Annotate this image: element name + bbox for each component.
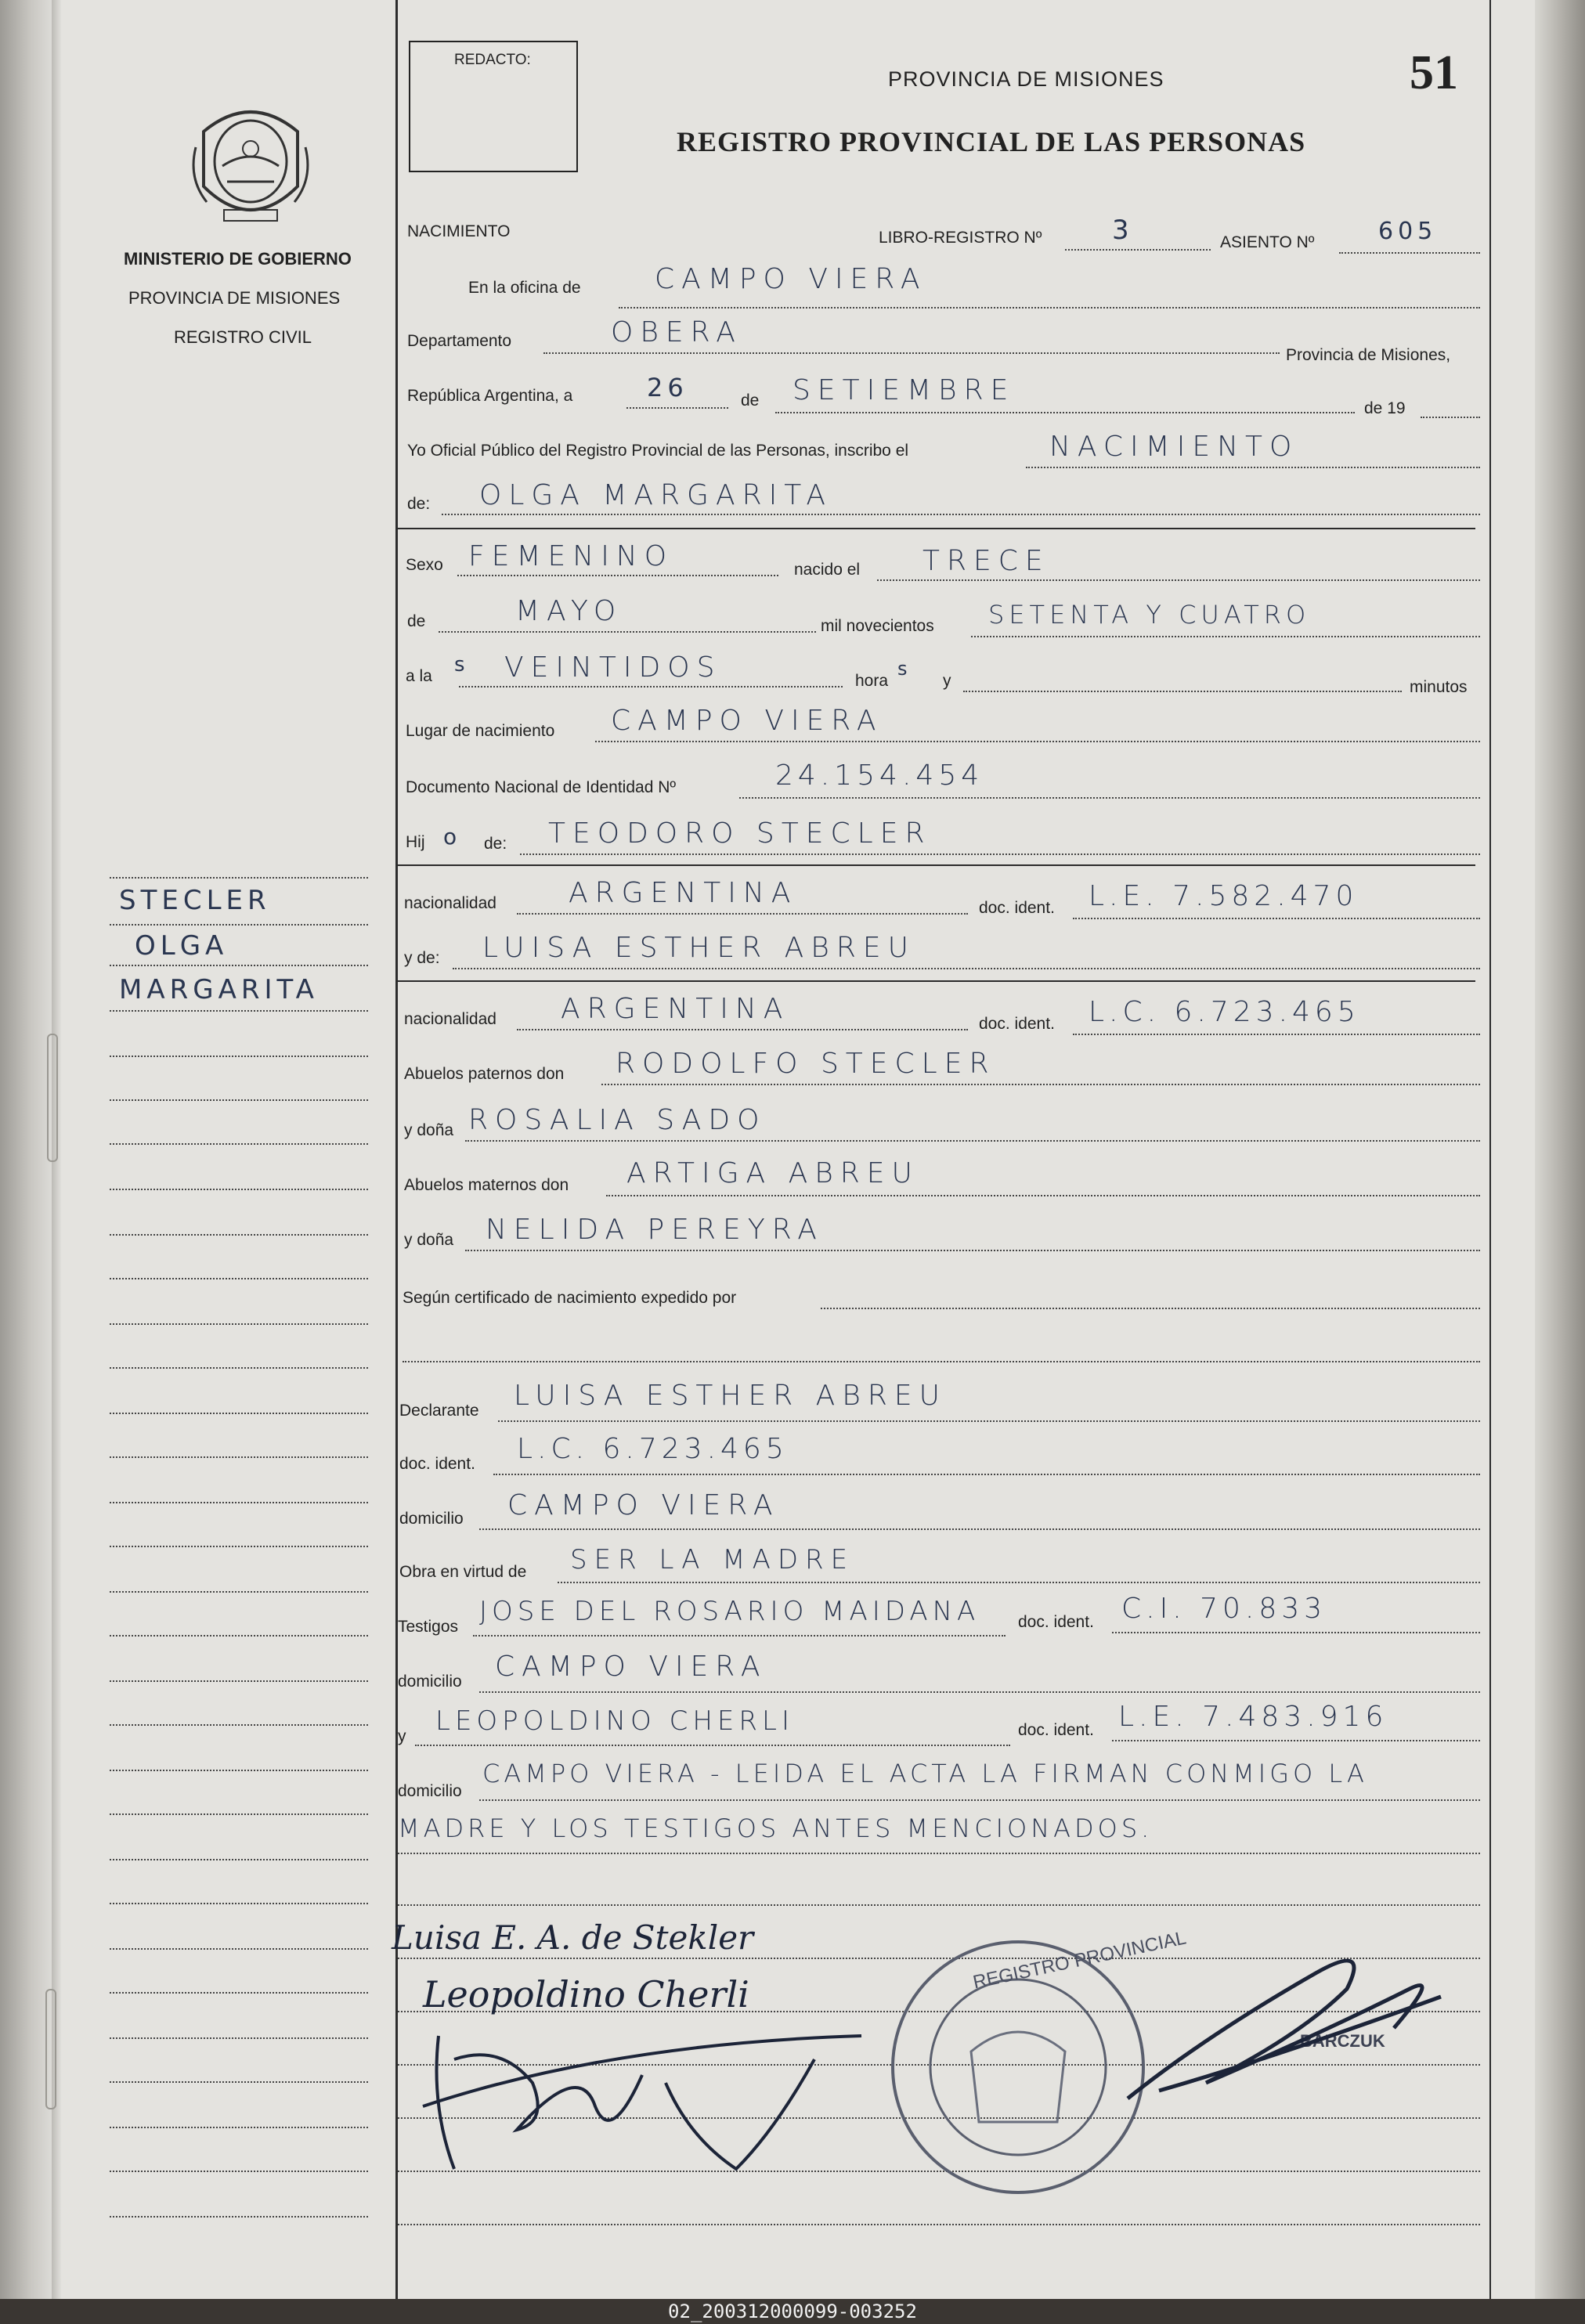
yo-oficial-label: Yo Oficial Público del Registro Provincial de las Personas, inscribo el	[407, 442, 909, 460]
y-label: y	[943, 672, 951, 690]
y-de-label: y de:	[404, 949, 440, 967]
a-la-label: a la	[406, 667, 432, 685]
signature-testigo: Leopoldino Cherli	[423, 1973, 749, 2015]
de-colon-label: de:	[407, 495, 431, 513]
asiento-label: ASIENTO Nº	[1220, 233, 1315, 251]
de19-label: de 19	[1364, 399, 1406, 417]
hora-value: VEINTIDOS	[504, 651, 722, 684]
madre-value: LUISA ESTHER ABREU	[482, 932, 915, 964]
oficina-value: CAMPO VIERA	[655, 263, 927, 295]
sexo-label: Sexo	[406, 556, 443, 574]
segun-certificado-label: Según certificado de nacimiento expedido por	[403, 1289, 737, 1307]
declarante-value: LUISA ESTHER ABREU	[514, 1380, 947, 1412]
testigo1-value: JOSE DEL ROSARIO MAIDANA	[479, 1596, 980, 1627]
lugar-label: Lugar de nacimiento	[406, 722, 555, 740]
folio-number: 51	[1410, 46, 1458, 99]
madre-nacionalidad-value: ARGENTINA	[561, 993, 790, 1025]
testigo1-domicilio-label: domicilio	[398, 1673, 462, 1691]
page-edge-right	[1535, 0, 1585, 2299]
signature-scribble	[407, 2012, 877, 2185]
declarante-domicilio-label: domicilio	[399, 1510, 464, 1528]
testigo2-doc-value: L.E. 7.483.916	[1118, 1701, 1388, 1733]
oficina-label: En la oficina de	[468, 279, 581, 297]
testigo1-doc-label: doc. ident.	[1018, 1613, 1094, 1631]
hora-label: hora	[855, 672, 889, 690]
abuelo-materno-value: ARTIGA ABREU	[626, 1157, 919, 1189]
libro-value: 3	[1112, 215, 1134, 246]
official-signature	[1112, 1942, 1457, 2114]
image-footer: 02_200312000099-003252	[0, 2299, 1585, 2324]
departamento-label: Departamento	[407, 332, 512, 350]
republica-label: República Argentina, a	[407, 387, 573, 405]
acto-value: NACIMIENTO	[1049, 431, 1299, 463]
testigo2-domicilio-value: CAMPO VIERA - LEIDA EL ACTA LA FIRMAN CONMIGO LA	[482, 1759, 1368, 1788]
nacido-mes-value: MAYO	[515, 595, 623, 627]
redacto-box	[409, 41, 578, 172]
header-province: PROVINCIA DE MISIONES	[888, 67, 1164, 91]
hij-suffix: o	[443, 824, 462, 850]
binding-thread	[45, 1989, 56, 2109]
testigo2-value: LEOPOLDINO CHERLI	[435, 1705, 794, 1737]
de-label: de	[741, 392, 760, 410]
hij-label: Hij	[406, 833, 425, 851]
a-la-suffix: s	[454, 653, 470, 677]
abuelos-paternos-label: Abuelos paternos don	[404, 1065, 565, 1083]
madre-doc-value: L.C. 6.723.465	[1089, 996, 1360, 1028]
coat-of-arms-icon	[188, 100, 313, 232]
madre-doc-label: doc. ident.	[979, 1015, 1055, 1033]
abuela-materna-label: y doña	[404, 1231, 454, 1249]
testigos-label: Testigos	[398, 1618, 459, 1636]
abuelos-maternos-label: Abuelos maternos don	[404, 1176, 569, 1194]
nacido-dia-value: TRECE	[922, 545, 1050, 577]
page-title: REGISTRO PROVINCIAL DE LAS PERSONAS	[677, 126, 1306, 157]
testigo2-doc-label: doc. ident.	[1018, 1721, 1094, 1739]
provincia-label: Provincia de Misiones,	[1286, 346, 1451, 364]
registry-label: REGISTRO CIVIL	[174, 327, 312, 347]
testigo2-domicilio-label: domicilio	[398, 1782, 462, 1800]
mil-novecientos-label: mil novecientos	[821, 617, 934, 635]
madre-nacionalidad-label: nacionalidad	[404, 1010, 496, 1028]
province-label: PROVINCIA DE MISIONES	[128, 288, 341, 308]
padre-nacionalidad-value: ARGENTINA	[569, 877, 798, 909]
testigo1-doc-value: C.I. 70.833	[1121, 1593, 1327, 1625]
testigo1-domicilio-value: CAMPO VIERA	[495, 1651, 767, 1683]
abuela-paterna-value: ROSALIA SADO	[468, 1104, 767, 1136]
sexo-value: FEMENINO	[468, 540, 674, 572]
margin-name-2: MARGARITA	[119, 974, 319, 1005]
nacido-el-label: nacido el	[794, 561, 861, 579]
padre-doc-value: L.E. 7.582.470	[1089, 880, 1359, 912]
nacido-anio-value: SETENTA Y CUATRO	[988, 600, 1311, 630]
right-rule	[1489, 0, 1491, 2299]
signature-madre: Luisa E. A. de Stekler	[392, 1918, 754, 1957]
declarante-domicilio-value: CAMPO VIERA	[507, 1489, 780, 1521]
hij-de-label: de:	[484, 835, 507, 853]
obra-virtud-label: Obra en virtud de	[399, 1563, 527, 1581]
dia-value: 26	[647, 373, 688, 402]
dni-value: 24.154.454	[775, 760, 984, 792]
hora-suffix: s	[897, 658, 912, 680]
minutos-label: minutos	[1410, 678, 1468, 696]
dni-label: Documento Nacional de Identidad Nº	[406, 778, 677, 796]
mes-value: SETIEMBRE	[792, 374, 1016, 406]
margin-name-1: OLGA	[135, 930, 229, 962]
de2-label: de	[407, 612, 426, 630]
ministry-label: MINISTERIO DE GOBIERNO	[124, 249, 352, 269]
abuela-materna-value: NELIDA PEREYRA	[486, 1214, 824, 1246]
binding-thread	[47, 1034, 58, 1162]
redacto-label: REDACTO:	[454, 52, 531, 68]
margin-surname: STECLER	[119, 885, 271, 916]
abuela-paterna-label: y doña	[404, 1121, 454, 1139]
padre-value: TEODORO STECLER	[548, 817, 932, 850]
declarante-label: Declarante	[399, 1402, 479, 1420]
declarante-doc-label: doc. ident.	[399, 1455, 475, 1473]
testigo2-domicilio-continued: MADRE Y LOS TESTIGOS ANTES MENCIONADOS.	[398, 1813, 1154, 1843]
nacimiento-label: NACIMIENTO	[407, 222, 511, 240]
departamento-value: OBERA	[611, 316, 742, 348]
padre-nacionalidad-label: nacionalidad	[404, 894, 496, 912]
declarante-doc-value: L.C. 6.723.465	[517, 1433, 789, 1465]
book-spine	[0, 0, 52, 2299]
lugar-value: CAMPO VIERA	[611, 705, 883, 737]
stamp-name: BARCZUK	[1300, 2031, 1385, 2051]
testigo2-y-label: y	[398, 1727, 406, 1745]
obra-virtud-value: SER LA MADRE	[570, 1544, 855, 1575]
registry-seal	[885, 1927, 1189, 2200]
libro-label: LIBRO-REGISTRO Nº	[879, 229, 1042, 247]
asiento-value: 605	[1378, 218, 1438, 245]
nombre-value: OLGA MARGARITA	[479, 479, 833, 511]
padre-doc-label: doc. ident.	[979, 899, 1055, 917]
seal-text: REGISTRO PROVINCIAL	[971, 1927, 1189, 1994]
abuelo-paterno-value: RODOLFO STECLER	[616, 1048, 996, 1080]
